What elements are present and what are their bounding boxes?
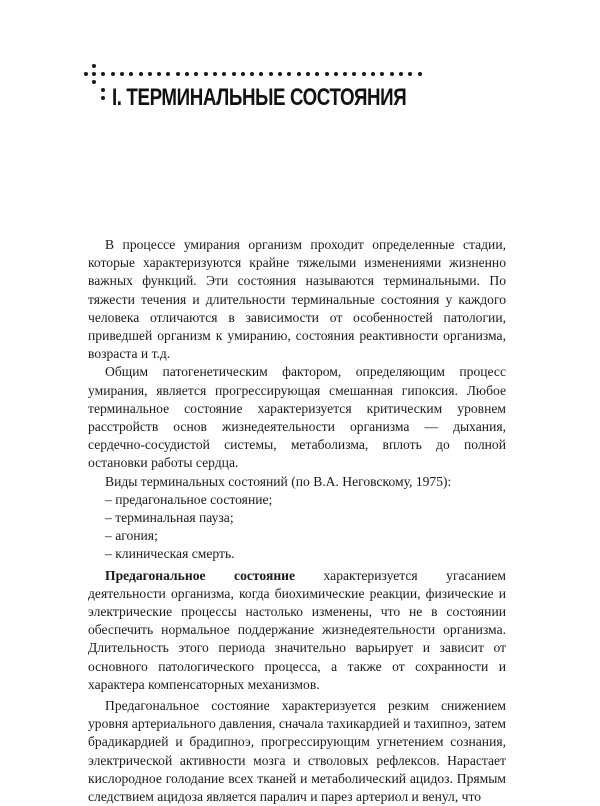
ornament-dot — [278, 72, 282, 76]
ornament-dot — [222, 72, 226, 76]
ornament-dot — [92, 64, 96, 68]
paragraph-preagonal-signs: Предагональное состояние характеризуется резким снижением уровня артериального давления, сначала тахикардией и тахипноэ, затем брадикардией и брадипноэ, прогрессирующим угнетением сознания, электрической активности мозга и стволовых рефлексов. Нарастает кислородное голодание всех тканей и метаболический ацидоз. Прямым следствием ацидоза является паралич и парез артериол и венул, что — [88, 698, 506, 805]
ornament-dot — [101, 72, 105, 76]
ornament-dot — [315, 72, 319, 76]
ornament-dot — [269, 72, 273, 76]
term-preagonal-bold: Предагональное состояние — [105, 567, 296, 583]
ornament-dot — [194, 72, 198, 76]
list-item: – терминальная пауза; — [105, 510, 234, 526]
ornament-dot — [390, 72, 394, 76]
ornament-dot — [343, 72, 347, 76]
ornament-dot — [92, 80, 96, 84]
ornament-dot — [166, 72, 170, 76]
ornament-dot — [185, 72, 189, 76]
ornament-dot — [92, 72, 96, 76]
ornament-dot — [399, 72, 403, 76]
paragraph-preagonal-text: характеризуется угасанием деятельности организма, когда биохимические реакции, физические и электрические процессы настолько изменены, что не в состоянии обеспечить нормальное поддержание жизнедеятельности организма. Длительность этого периода значительно варьирует и зависит от основного патологического процесса, а также от сохранности и характера компенсаторных механизмов. — [88, 567, 506, 692]
ornament-dot — [334, 72, 338, 76]
ornament-dot — [129, 72, 133, 76]
ornament-dot — [287, 72, 291, 76]
ornament-dot — [120, 72, 124, 76]
chapter-body — [88, 236, 506, 806]
terminal-states-list — [88, 491, 506, 564]
ornament-dot — [84, 72, 88, 76]
chapter-title: I. ТЕРМИНАЛЬНЫЕ СОСТОЯНИЯ — [112, 84, 407, 111]
ornament-dot — [418, 72, 422, 76]
ornament-dot — [380, 72, 384, 76]
ornament-dot — [204, 72, 208, 76]
list-item: – предагональное состояние; — [105, 491, 273, 507]
ornament-dot — [101, 96, 105, 100]
ornament-dot — [325, 72, 329, 76]
ornament-dot — [371, 72, 375, 76]
ornament-dot — [408, 72, 412, 76]
ornament-dot — [111, 72, 115, 76]
ornament-dot — [213, 72, 217, 76]
ornament-dot — [232, 72, 236, 76]
ornament-dot — [101, 88, 105, 92]
paragraph-pathogenesis: Общим патогенетическим фактором, определяющим процесс умирания, является прогрессирующая смешанная гипоксия. Любое терминальное состояние характеризуется критическим уровнем расстройств основ жизнедеятельности организма — дыхания, сердечно-сосудистой системы, метаболизма, вплоть до полной остановки работы сердца. — [88, 364, 506, 471]
ornament-dot — [352, 72, 356, 76]
ornament-dot — [250, 72, 254, 76]
ornament-dot — [259, 72, 263, 76]
ornament-dot — [241, 72, 245, 76]
ornament-dot — [139, 72, 143, 76]
paragraph-types-heading: Виды терминальных состояний (по В.А. Неговскому, 1975): — [105, 473, 452, 489]
ornament-dot — [297, 72, 301, 76]
ornament-dot — [157, 72, 161, 76]
list-item: – агония; — [105, 528, 158, 544]
paragraph-intro: В процессе умирания организм проходит определенные стадии, которые характеризуются крайне тяжелыми изменениями жизненно важных функций. Эти состояния называются терминальными. По тяжести течения и длительности терминальные состояния у каждого человека отличаются в зависимости от особенностей патологии, приведшей организм к умиранию, состояния реактивности организма, возраста и т.д. — [88, 237, 506, 362]
list-item: – клиническая смерть. — [105, 546, 235, 562]
ornament-dot — [362, 72, 366, 76]
ornament-dot — [306, 72, 310, 76]
ornament-dot — [148, 72, 152, 76]
ornament-dot — [176, 72, 180, 76]
paragraph-preagonal — [88, 567, 506, 694]
